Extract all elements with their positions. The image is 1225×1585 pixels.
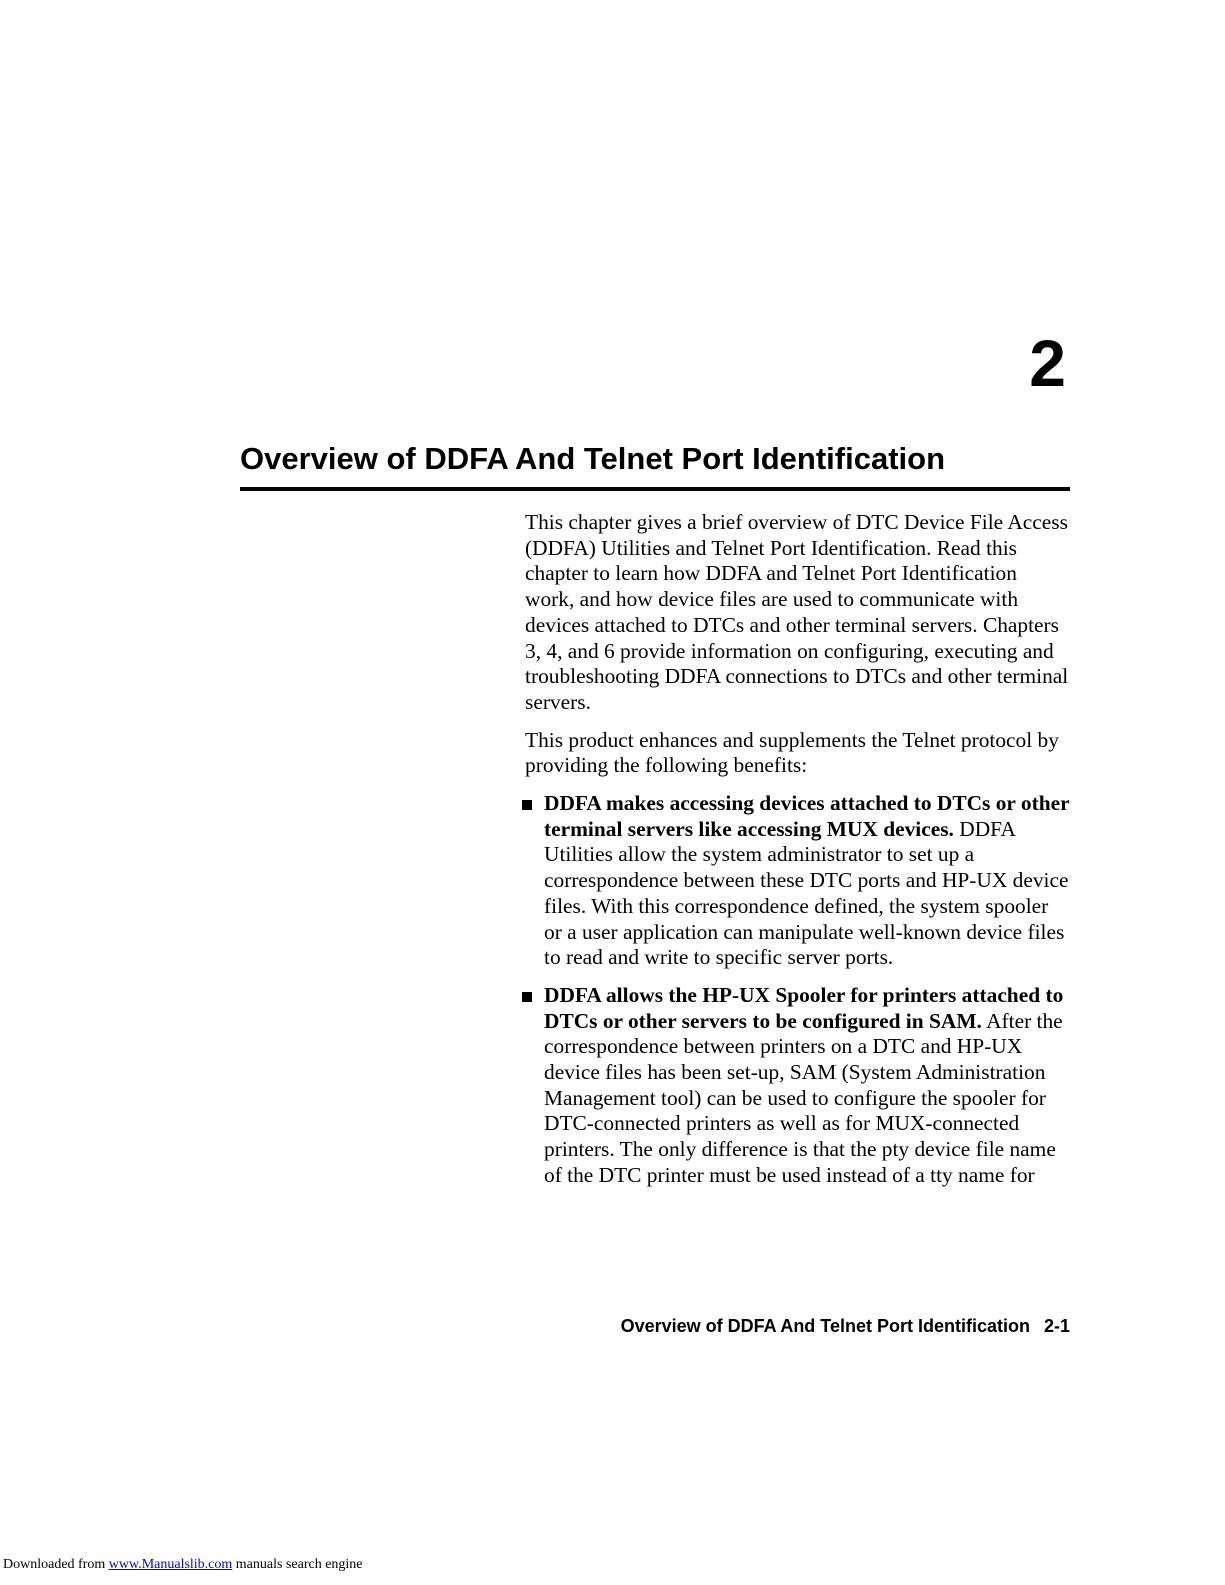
watermark-suffix: manuals search engine	[235, 1557, 363, 1572]
benefit-lead: DDFA makes accessing devices attached to DTCs or other terminal servers like accessing MUX devices.	[544, 791, 1070, 841]
manualslib-link[interactable]: www.Manualslib.com	[108, 1557, 233, 1572]
body-text	[525, 510, 1070, 1201]
page-footer	[621, 1316, 1070, 1337]
benefits-list	[525, 791, 1070, 1189]
chapter-number: 2	[1029, 326, 1066, 400]
download-watermark	[3, 1557, 363, 1573]
chapter-title: Overview of DDFA And Telnet Port Identification	[240, 441, 946, 476]
benefit-text: DDFA Utilities allow the system administrator to set up a correspondence between these DTC ports and HP-UX device files. With this correspondence defined, the system spooler or a user application can manipulate well-known device files to read and write to specific server ports.	[544, 816, 1069, 970]
benefit-text: After the correspondence between printers on a DTC and HP-UX device files has been set-up, SAM (System Administration Management tool) can be used to configure the spooler for DTC-connected printers as well as for MUX-connected printers. The only difference is that the pty device file name of the DTC printer must be used instead of a tty name for	[544, 1008, 1063, 1187]
benefits-intro-paragraph: This product enhances and supplements the Telnet protocol by providing the following benefits:	[525, 727, 1059, 778]
watermark-prefix: Downloaded from	[3, 1557, 106, 1572]
square-bullet-icon	[522, 992, 532, 1002]
benefit-item	[525, 791, 1070, 971]
benefit-lead: DDFA allows the HP-UX Spooler for printers attached to DTCs or other servers to be configured in SAM.	[544, 982, 1064, 1033]
benefit-item	[525, 983, 1070, 1189]
title-rule	[240, 487, 1070, 491]
page-number: 2-1	[1043, 1316, 1070, 1336]
footer-title: Overview of DDFA And Telnet Port Identification	[620, 1316, 1030, 1336]
square-bullet-icon	[522, 800, 532, 810]
intro-paragraph: This chapter gives a brief overview of DTC Device File Access (DDFA) Utilities and Telnet Port Identification. Read this chapter to learn how DDFA and Telnet Port Identification work, and how device files are used to communicate with devices attached to DTCs and other terminal servers. Chapters 3, 4, and 6 provide information on configuring, executing and troubleshooting DDFA connections to DTCs and other terminal servers.	[525, 510, 1069, 714]
